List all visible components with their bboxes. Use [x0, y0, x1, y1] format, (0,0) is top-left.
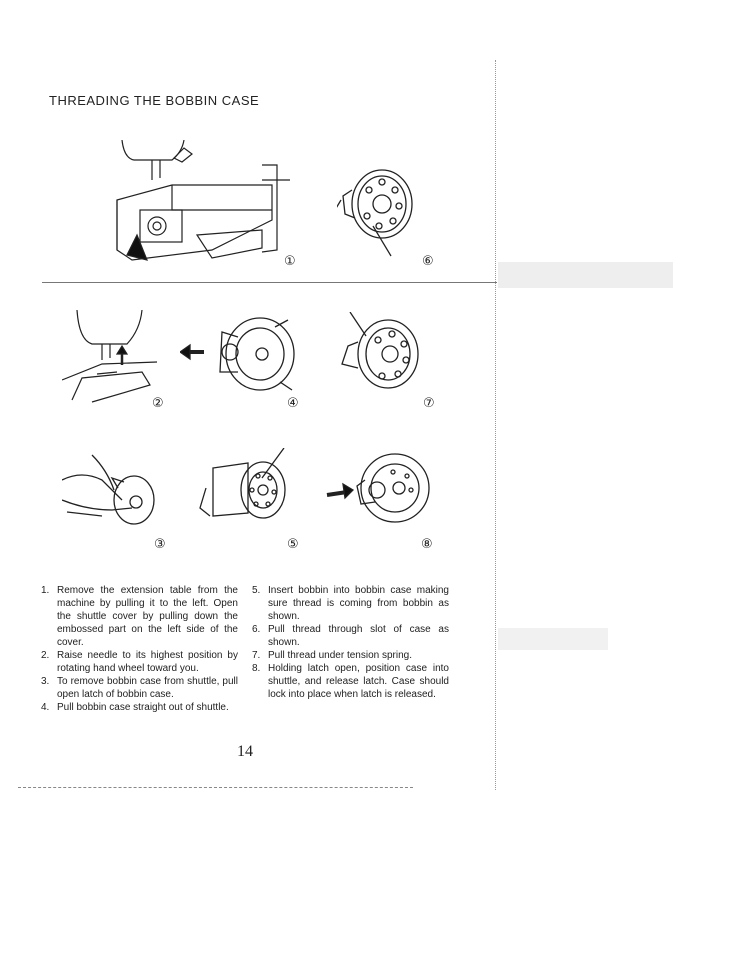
scan-noise-patch — [498, 262, 673, 288]
step-text: Insert bobbin into bobbin case making sure thread is coming from bobbin as shown. — [268, 585, 449, 622]
section-divider — [42, 282, 497, 283]
step-item — [252, 649, 449, 662]
figure-6-number: ⑥ — [422, 254, 434, 269]
step-number: 6. — [252, 624, 261, 635]
figure-1-number: ① — [284, 254, 296, 269]
step-text: To remove bobbin case from shuttle, pull open latch of bobbin case. — [57, 676, 238, 700]
right-margin-line — [495, 60, 496, 790]
figure-2-needle-raise-illustration — [62, 310, 157, 405]
figure-5-insert-bobbin-illustration — [198, 448, 298, 528]
figure-3-latch-illustration — [62, 450, 162, 530]
page-title: THREADING THE BOBBIN CASE — [49, 93, 260, 108]
figure-8-number: ⑧ — [421, 537, 433, 552]
step-item — [252, 623, 449, 649]
step-text: Pull thread through slot of case as shown. — [268, 624, 449, 648]
page-number: 14 — [237, 743, 253, 760]
figure-7-number: ⑦ — [423, 396, 435, 411]
step-text: Raise needle to its highest position by rotating hand wheel toward you. — [57, 650, 238, 674]
step-item — [252, 584, 449, 623]
figure-8-position-case-illustration — [325, 450, 435, 525]
step-number: 4. — [41, 702, 50, 713]
step-text: Remove the extension table from the machine by pulling it to the left. Open the shuttle cover by pulling down the embossed part on the left side of the cover. — [57, 585, 238, 648]
figure-2-number: ② — [152, 396, 164, 411]
figure-7-tension-spring-illustration — [338, 312, 423, 392]
scan-noise-patch — [498, 628, 608, 650]
step-text: Holding latch open, position case into shuttle, and release latch. Case should lock into place when latch is released. — [268, 663, 449, 700]
step-number: 3. — [41, 676, 50, 687]
step-item — [41, 584, 238, 649]
step-text: Pull thread under tension spring. — [268, 650, 412, 661]
step-item — [41, 701, 238, 714]
instructions-right-column — [252, 584, 449, 701]
step-number: 5. — [252, 585, 261, 596]
figure-4-number: ④ — [287, 396, 299, 411]
figure-3-number: ③ — [154, 537, 166, 552]
bottom-scan-line — [18, 787, 413, 788]
step-item — [41, 649, 238, 675]
step-item — [41, 675, 238, 701]
step-item — [252, 662, 449, 701]
figure-4-remove-bobbin-case-illustration — [180, 312, 300, 397]
figure-6-bobbin-case-illustration — [337, 160, 417, 260]
step-number: 7. — [252, 650, 261, 661]
instructions-left-column — [41, 584, 238, 714]
step-text: Pull bobbin case straight out of shuttle. — [57, 702, 229, 713]
figure-5-number: ⑤ — [287, 537, 299, 552]
step-number: 8. — [252, 663, 261, 674]
figure-1-machine-illustration — [112, 140, 292, 275]
step-number: 2. — [41, 650, 50, 661]
step-number: 1. — [41, 585, 50, 596]
